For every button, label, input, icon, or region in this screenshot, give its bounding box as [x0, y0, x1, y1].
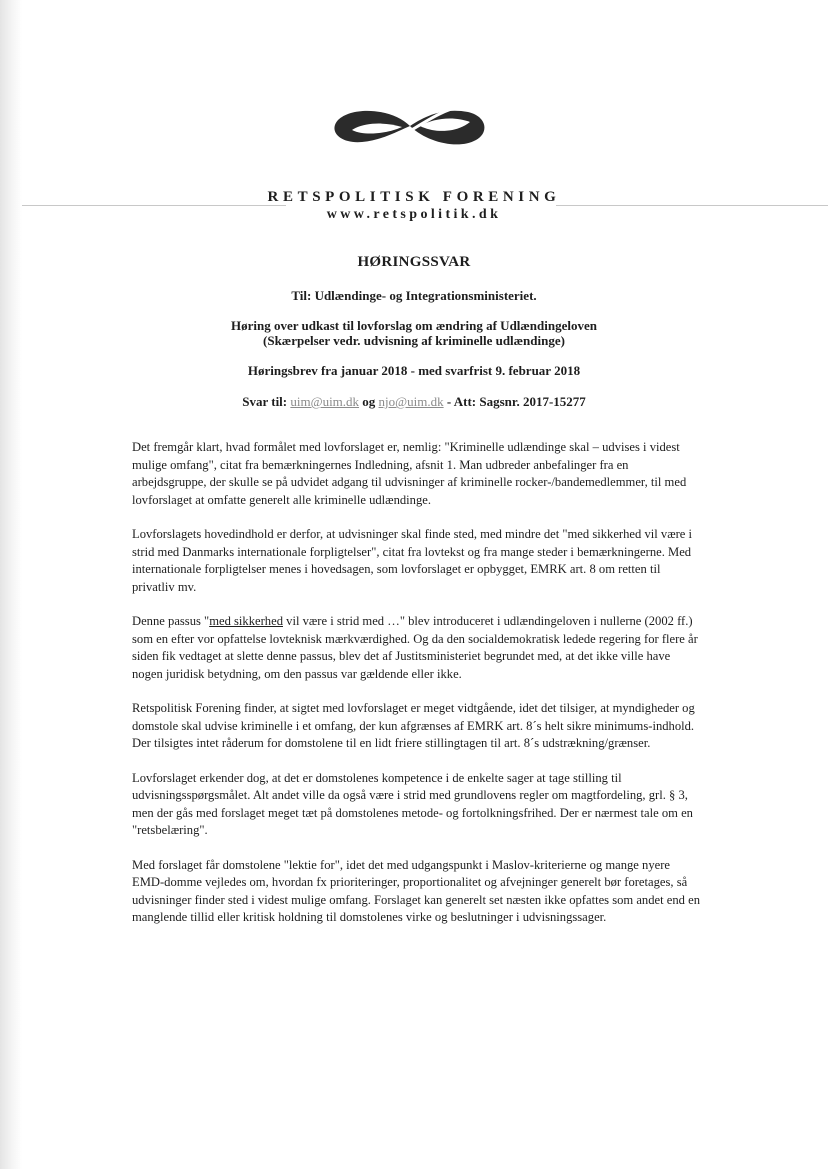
- paragraph-5: Lovforslaget erkender dog, at det er domstolenes kompetence i de enkelte sager at tage stilling til udvisningsspørgsmålet. Alt andet ville da også være i strid med grundlovens regler om magtfordeling, grl. § 3, men der gås med forslaget meget tæt på domstolenes metode- og fortolkningsfrihed. Der er nærmest tale om en "retsbelæring".: [132, 770, 693, 837]
- paragraph-3-start: Denne passus ": [132, 614, 210, 628]
- email-link-njo[interactable]: njo@uim.dk: [378, 394, 444, 409]
- organization-url: www.retspolitik.dk: [326, 207, 502, 222]
- reply-suffix: - Att: Sagsnr. 2017-15277: [446, 394, 586, 409]
- paragraph-3: [132, 613, 704, 683]
- underlined-phrase: med sikkerhed: [209, 614, 283, 628]
- organization-name: RETSPOLITISK FORENING: [267, 189, 561, 205]
- email-link-uim[interactable]: uim@uim.dk: [290, 394, 360, 409]
- reply-line: [0, 394, 828, 410]
- subject-line-2: (Skærpelser vedr. udvisning af kriminelle udlændinge): [263, 333, 565, 348]
- consultation-letter-info: Høringsbrev fra januar 2018 - med svarfrist 9. februar 2018: [247, 363, 581, 378]
- paragraph-3-rest: vil være i strid med …" blev introduceret i udlændingeloven i nullerne (2002 ff.) som en efter vor opfattelse lovteknisk mærkværdighed. Og da den socialdemokratisk ledede regering for flere år siden fik vedtaget at slette denne passus, blev det af Justitsministeriet begrundet med, at det ikke ville have nogen juridisk betydning, om den passus var gældende eller ikke.: [132, 614, 698, 681]
- paragraph-6: Med forslaget får domstolene "lektie for", idet det med udgangspunkt i Maslov-kriterierne og mange nyere EMD-domme vejledes om, hvordan fx prioriteringer, proportionalitet og afvejninger generelt bør foretages, så udvisninger finder sted i videst mulige omfang. Forslaget kan generelt set næsten ikke opfattes som andet end en manglende tillid eller kritisk holdning til domstolenes virke og beslutninger i udvisningssager.: [132, 857, 700, 924]
- recipient-line: Til: Udlændinge- og Integrationsministeriet.: [291, 288, 537, 303]
- paragraph-1: Det fremgår klart, hvad formålet med lovforslaget er, nemlig: "Kriminelle udlændinge skal – udvises i videst mulige omfang", citat fra bemærkningernes Indledning, afsnit 1. Man udbreder anbefalinger fra en arbejdsgruppe, der skulle se på udvidet adgang til udvisninger af kriminelle rocker-/bandemedlemmer, til med lovforslaget at omfatte generelt alle kriminelle udlændinge.: [132, 440, 687, 507]
- reply-conjunction: og: [362, 394, 376, 409]
- scan-edge-shadow: [0, 0, 22, 1169]
- paragraph-4: Retspolitisk Forening finder, at sigtet med lovforslaget er meget vidtgående, idet det tilsiger, at myndigheder og domstole skal udvise kriminelle i et omfang, der kun afgrænses af EMRK art. 8´s helt sikre minimums-indhold. Der tilsigtes intet råderum for domstolene til en lidt friere stillingtagen til art. 8´s udstrækning/grænser.: [132, 701, 695, 750]
- document-title: HØRINGSSVAR: [357, 254, 471, 270]
- infinity-logo-icon: [330, 104, 490, 150]
- letter-body: [132, 439, 704, 944]
- subject-line-1: Høring over udkast til lovforslag om ændring af Udlændingeloven: [231, 318, 597, 333]
- reply-prefix: Svar til:: [242, 394, 288, 409]
- paragraph-2: Lovforslagets hovedindhold er derfor, at udvisninger skal finde sted, med mindre det "med sikkerhed vil være i strid med Danmarks internationale forpligtelser", citat fra lovtekst og fra mange steder i bemærkningerne. Med internationale forpligtelser menes i hovedsagen, som lovforslaget er opbygget, EMRK art. 8 om retten til privatliv mv.: [132, 527, 693, 594]
